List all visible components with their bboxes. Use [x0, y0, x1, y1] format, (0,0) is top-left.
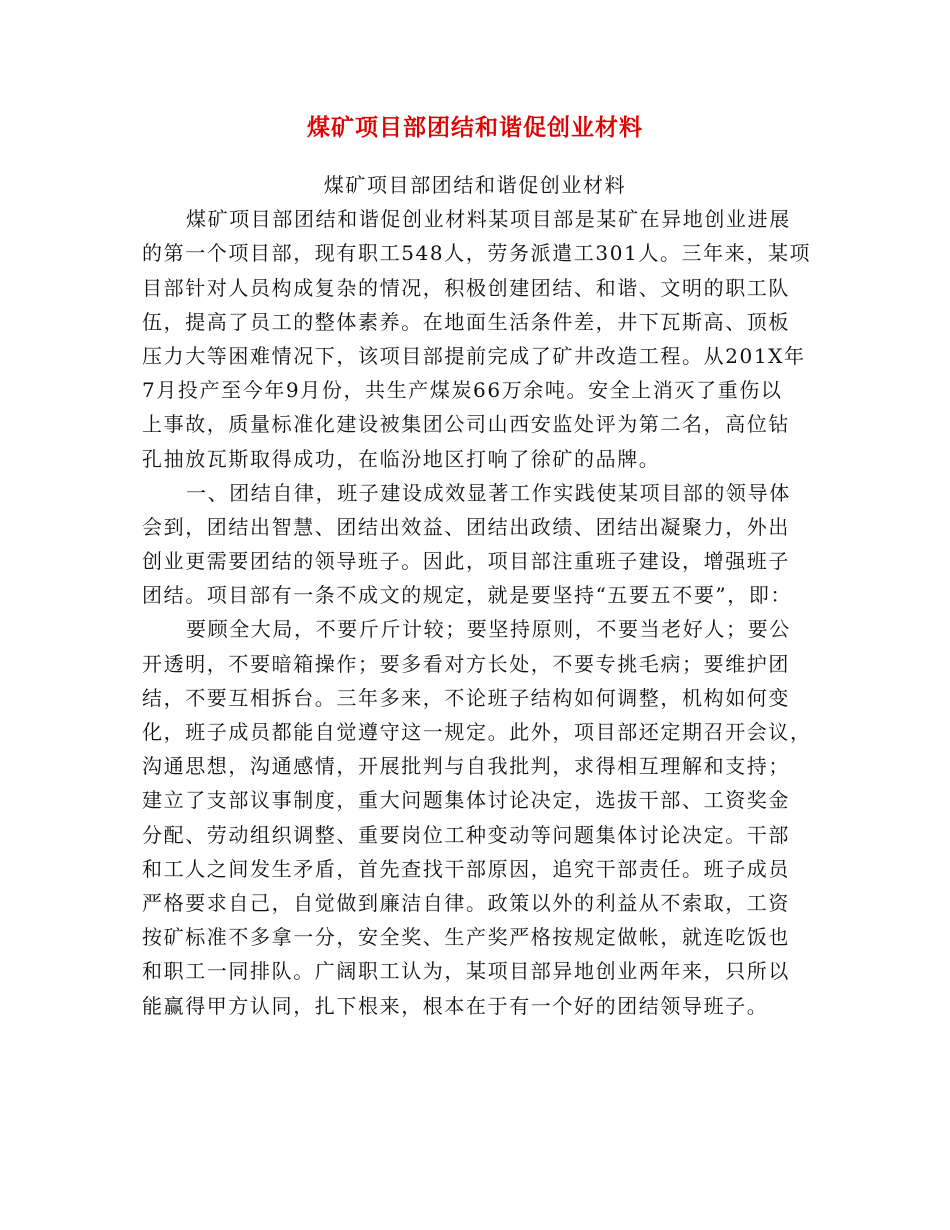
paragraph-3-line-4: 化，班子成员都能自觉遵守这一规定。此外，项目部还定期召开会议， — [142, 720, 812, 744]
paragraph-3-line-8: 和工人之间发生矛盾，首先查找干部原因，追究干部责任。班子成员 — [142, 856, 790, 881]
paragraph-3-line-6: 建立了支部议事制度，重大问题集体讨论决定，选拔干部、工资奖金 — [142, 788, 790, 813]
paragraph-2-line-1: 一、团结自律，班子建设成效显著工作实践使某项目部的领导体 — [186, 480, 791, 505]
paragraph-1-line-7: 上事故，质量标准化建设被集团公司山西安监处评为第二名，高位钻 — [142, 412, 790, 437]
paragraph-3-line-7: 分配、劳动组织调整、重要岗位工种变动等问题集体讨论决定。干部 — [142, 822, 790, 847]
paragraph-3-line-2: 开透明，不要暗箱操作；要多看对方长处，不要专挑毛病；要维护团 — [142, 651, 790, 676]
paragraph-1-line-5: 压力大等困难情况下，该项目部提前完成了矿井改造工程。从201X年 — [142, 343, 806, 368]
document-body — [142, 168, 812, 1023]
paragraph-3-line-5: 沟通思想，沟通感情，开展批判与自我批判，求得相互理解和支持； — [142, 754, 790, 779]
paragraph-3-line-10: 按矿标准不多拿一分，安全奖、生产奖严格按规定做帐，就连吃饭也 — [142, 925, 790, 950]
paragraph-1-line-2: 的第一个项目部，现有职工548人，劳务派遣工301人。三年来，某项 — [142, 241, 812, 266]
paragraph-1-line-3: 目部针对人员构成复杂的情况，积极创建团结、和谐、文明的职工队 — [142, 275, 790, 300]
paragraph-3-line-3: 结，不要互相拆台。三年多来，不论班子结构如何调整，机构如何变 — [142, 685, 790, 710]
paragraph-1-line-1: 煤矿项目部团结和谐促创业材料某项目部是某矿在异地创业进展 — [186, 207, 791, 232]
paragraph-1-line-6: 7月投产至今年9月份，共生产煤炭66万余吨。安全上消灭了重伤以 — [142, 378, 783, 403]
paragraph-3-line-12: 能赢得甲方认同，扎下根来，根本在于有一个好的团结领导班子。 — [142, 993, 769, 1018]
paragraph-1-line-8: 孔抽放瓦斯取得成功，在临汾地区打响了徐矿的品牌。 — [142, 446, 661, 471]
paragraph-2-line-2: 会到，团结出智慧、团结出效益、团结出政绩、团结出凝聚力，外出 — [142, 514, 790, 539]
subtitle-line: 煤矿项目部团结和谐促创业材料 — [323, 173, 627, 197]
paragraph-2-line-4: 团结。项目部有一条不成文的规定，就是要坚持“五要五不要”，即： — [142, 583, 793, 608]
paragraph-3-line-1: 要顾全大局，不要斤斤计较；要坚持原则，不要当老好人；要公 — [186, 617, 791, 642]
paragraph-1-line-4: 伍，提高了员工的整体素养。在地面生活条件差，井下瓦斯高、顶板 — [142, 309, 790, 334]
paragraph-3-line-11: 和职工一同排队。广阔职工认为，某项目部异地创业两年来，只所以 — [142, 959, 790, 984]
paragraph-3-line-9: 严格要求自己，自觉做到廉洁自律。政策以外的利益从不索取，工资 — [142, 890, 790, 915]
paragraph-2-line-3: 创业更需要团结的领导班子。因此，项目部注重班子建设，增强班子 — [142, 549, 790, 574]
document-title: 煤矿项目部团结和谐促创业材料 — [307, 115, 643, 141]
